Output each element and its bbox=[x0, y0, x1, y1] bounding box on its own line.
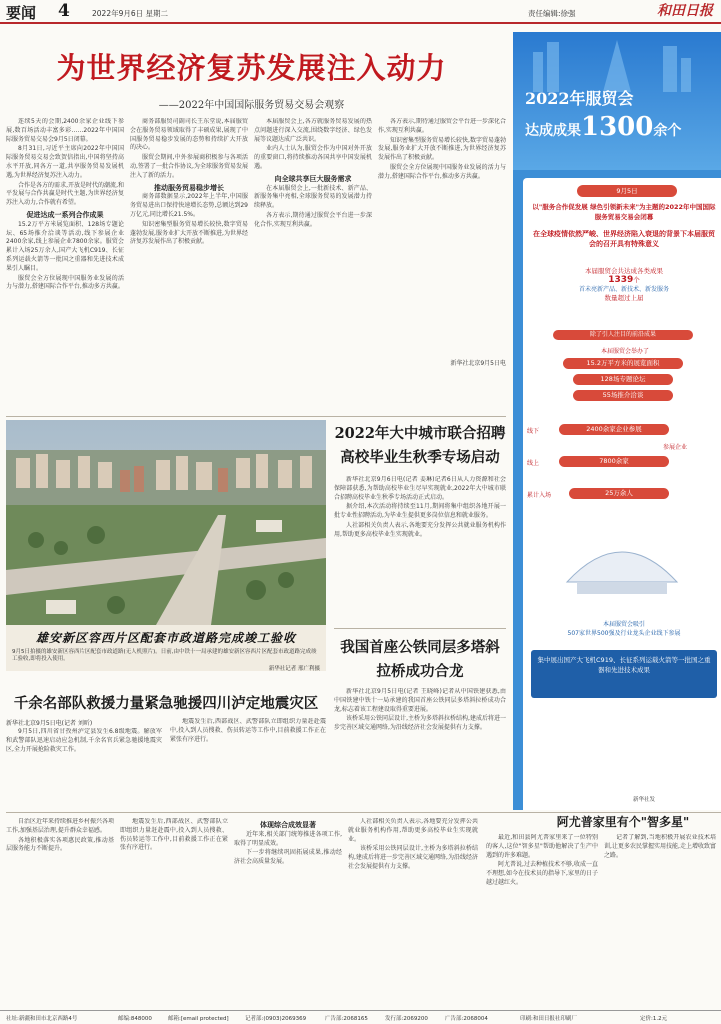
context-line: 在全球疫情依然严峻、世界经济陷入衰退的背景下本届服贸会的召开具有特殊意义 bbox=[533, 230, 715, 248]
stat-pill: 2400余家企业参展 bbox=[559, 424, 669, 435]
section-heading: 向全球共享巨大服务需求 bbox=[274, 174, 352, 183]
photo-credit: 新华社记者 邢广利摄 bbox=[268, 666, 320, 672]
paragraph: 新华社北京9月6日电(记者 姜琳)记者6日从人力资源和社会保障部获悉,为帮助高校毕业生尽早实现就业,2022年大中城市联合招聘高校毕业生秋季专场活动正式启动。 bbox=[334, 476, 506, 501]
paragraph: 服贸会全方位展现中国服务业发展的活力与潜力,搭建国际合作平台,推动多方共赢。 bbox=[6, 274, 124, 291]
rescue-byline: 新华社北京9月5日电(记者 刘昕) bbox=[6, 720, 93, 727]
footer-phone: 发行部:2069200 bbox=[385, 1016, 428, 1022]
aerial-city-image bbox=[6, 420, 326, 625]
paragraph: 服贸会全方位展现中国服务业发展的活力与潜力,搭建国际合作平台,推动多方共赢。 bbox=[378, 163, 506, 180]
stat-pill: 55场推介洽谈 bbox=[573, 390, 673, 401]
photo-caption bbox=[6, 625, 326, 671]
paragraph: 该桥采用公铁同层设计,主桥为多塔斜拉桥结构,建成后将进一步完善区域交通网络,为沿线经济社会发展提供有力支撑。 bbox=[334, 715, 506, 732]
highlight-box: 集中展出国产大飞机C919、长征系列运载火箭等一批国之重器和先进技术成果 bbox=[531, 650, 717, 698]
jobs-headline: 2022年大中城市联合招聘高校毕业生秋季专场启动 bbox=[334, 425, 506, 466]
editor-credit: 责任编辑:徐强 bbox=[528, 9, 576, 18]
paragraph: 15.2万平方米展览面积、128场专题论坛、65场推介洽谈等活动,线下参展企业2400余家,线上参展企业7800余家。服贸会累计入场25万余人,国产大飞机C919、长征系列运载火箭等一批国之重器和先进技术成果引人瞩目。 bbox=[6, 220, 124, 272]
paragraph: 服贸会期间,中外参展商积极参与各项活动,签署了一批合作协议,为全球服务贸易发展注入了新的活力。 bbox=[130, 154, 248, 179]
divider bbox=[334, 628, 506, 629]
pill-label: 累计入场 bbox=[527, 492, 552, 499]
paragraph: 地震发生后,西部战区、武警部队立即组织力量赶赴震中,投入到人员搜救、伤员转运等工作中,目前救援工作正在紧张有序进行。 bbox=[120, 818, 228, 852]
section-label: 要闻 bbox=[6, 4, 37, 22]
paragraph: 人社部相关负责人表示,各地要充分发挥公共就业服务机构作用,帮助更多高校毕业生实现就业。 bbox=[334, 521, 506, 538]
paragraph: 合作是各方的需求,开放是时代的潮流,和平发展与合作共赢是时代主题,为世界经济复苏注入动力,合作就有希望。 bbox=[6, 181, 124, 207]
paragraph: 下一步将继续巩固拓展成果,推动经济社会高质量发展。 bbox=[234, 849, 342, 866]
headline-unit: 余个 bbox=[653, 123, 682, 139]
paragraph: 商务部服贸司副司长王东堂说,本届服贸会在服务贸易领域取得了丰硕成果,展现了中国服务贸易稳步发展的态势和持续扩大开放的决心。 bbox=[130, 118, 248, 152]
page-number: 4 bbox=[58, 1, 70, 21]
paragraph: 地震发生后,西部战区、武警部队立即组织力量赶赴震中,投入到人员搜救、伤员转运等工作中,目前救援工作正在紧张有序进行。 bbox=[170, 718, 326, 743]
footer-phone: 记者部:(0903)2069369 bbox=[245, 1016, 307, 1022]
article-column-2 bbox=[130, 118, 248, 416]
stat-pill: 7800余家 bbox=[559, 456, 669, 467]
stat-pill: 25万余人 bbox=[569, 488, 669, 499]
paragraph: 阿尤普说,过去种植技术不够,收成一直不理想,如今在技术员的指导下,家里的日子越过越红火。 bbox=[486, 861, 598, 886]
feature-column-1 bbox=[486, 834, 598, 1006]
event-label: 本届服贸会举办了 bbox=[600, 348, 649, 355]
infographic-credit: 新华社发 bbox=[633, 797, 656, 803]
main-subtitle: ——2022年中国国际服务贸易交易会观察 bbox=[158, 100, 345, 111]
paragraph: 连续5天的会期,2400余家企业线下参展,数百场活动丰富多彩……2022年中国国际服务贸易交易会9月5日闭幕。 bbox=[6, 118, 124, 143]
paragraph: 在本届服贸会上,一批新技术、新产品、新服务集中亮相,全球服务贸易的发展潜力持续释放。 bbox=[254, 184, 372, 210]
results-label: 本届服贸会共达成各类成果 bbox=[585, 267, 663, 275]
newspaper-logo: 和田日报 bbox=[657, 3, 713, 19]
date-badge: 9月5日 bbox=[577, 185, 677, 197]
footer-price: 定价:1.2元 bbox=[640, 1016, 668, 1022]
bottom-column-3 bbox=[234, 818, 342, 1006]
article-column-1 bbox=[6, 118, 124, 416]
footer-email: 邮箱:[email protected] bbox=[168, 1016, 229, 1022]
stat-pill: 128场专题论坛 bbox=[573, 374, 673, 385]
paragraph: 新华社北京9月5日电(记者 王晓峰)记者从中国铁建获悉,由中国铁建中铁十一局承建的我国首座公铁同层多塔斜拉桥成功合龙,标志着该工程建设取得重要进展。 bbox=[334, 688, 506, 713]
results-note: 首未亮新产品、新技术、新发服务 bbox=[578, 286, 669, 293]
paragraph: 知识密集型服务贸易增长较快,数字贸易蓬勃发展,服务业扩大开放不断推进,为世界经济复苏发展作出了积极贡献。 bbox=[130, 220, 248, 246]
paragraph: 近年来,相关部门统筹推进各项工作,取得了明显成效。 bbox=[234, 830, 342, 847]
paragraph: 本届服贸会上,各方就服务贸易发展的热点问题进行深入交流,围绕数字经济、绿色发展等议题达成广泛共识。 bbox=[254, 118, 372, 143]
bottom-column-4 bbox=[348, 818, 478, 1006]
pill-label: 参展企业 bbox=[663, 444, 688, 451]
paragraph: 自治区近年来持续推进乡村振兴各项工作,加强基层治理,提升群众幸福感。 bbox=[6, 818, 114, 834]
stat-pill: 15.2万平方米的展览面积 bbox=[563, 358, 683, 369]
divider bbox=[6, 416, 506, 417]
footer-postcode: 邮编:848000 bbox=[118, 1016, 152, 1022]
photo-caption-text: 9月5日拍摄的雄安新区容西片区配套市政道路(无人机照片)。日前,由中铁十一局承建的雄安新区容西片区配套市政道路完成竣工验收,即将投入使用。 bbox=[12, 649, 317, 662]
feature-column-2 bbox=[604, 834, 716, 1006]
international-para: 阿联酋、瑞士等10个国家首次以国家名义设展,以国家或国际组织名义设展的企业数量比上届增加13个,整体国际化率达到20.8% bbox=[531, 716, 711, 744]
paragraph: 各地积极落实各项惠民政策,推动基层服务能力不断提升。 bbox=[6, 836, 114, 853]
paragraph: 业内人士认为,服贸会作为中国对外开放的重要窗口,将持续推动各国共享中国发展机遇。 bbox=[254, 145, 372, 170]
results-line bbox=[531, 267, 717, 303]
paragraph: 商务部数据显示,2022年上半年,中国服务贸易进出口保持快速增长态势,总额达到29万亿元,同比增长21.5%。 bbox=[130, 193, 248, 218]
theme-line: 以"服务合作促发展 绿色引领新未来"为主题的2022年中国国际服务贸易交易会闭幕 bbox=[532, 203, 716, 221]
section-heading: 促进达成一系列合作成果 bbox=[26, 210, 104, 219]
infographic bbox=[513, 32, 721, 810]
paragraph: 该桥采用公铁同层设计,主桥为多塔斜拉桥结构,建成后将进一步完善区域交通网络,为沿线经济社会发展提供有力支撑。 bbox=[348, 845, 478, 870]
headline-number: 1300 bbox=[581, 112, 654, 142]
divider bbox=[6, 812, 721, 813]
article-column-4 bbox=[378, 118, 506, 358]
paragraph: 8月31日,习近平主席向2022年中国国际服务贸易交易会致贺信指出,中国将坚持高水平开放,同各方一道,共享服务贸易发展机遇,为世界经济复苏注入动力。 bbox=[6, 145, 124, 179]
feature-headline: 阿尤普家里有个"智多星" bbox=[556, 815, 690, 829]
paragraph: 人社部相关负责人表示,各地要充分发挥公共就业服务机构作用,帮助更多高校毕业生实现就业。 bbox=[348, 818, 478, 843]
bottom-column-2 bbox=[120, 818, 228, 1006]
photo-caption-title: 雄安新区容西片区配套市政道路完成竣工验收 bbox=[35, 631, 296, 645]
pill-label: 线下 bbox=[527, 428, 540, 435]
paragraph: 最近,和田县阿尤普家里来了一位特别的客人,这位"智多星"帮助他解决了生产中遇到的许多难题。 bbox=[486, 834, 598, 859]
footer-phone: 广告部:2068165 bbox=[325, 1016, 368, 1022]
jobs-article bbox=[334, 476, 506, 624]
note-label: 本届服贸会吸引 bbox=[602, 621, 645, 628]
paragraph: 据介绍,本次活动将持续至11月,期间将集中组织各地开展一批专业性招聘活动,为毕业生提供更多岗位信息和就业服务。 bbox=[334, 503, 506, 520]
results-unit: 个 bbox=[633, 276, 640, 284]
pill-label: 线上 bbox=[527, 460, 540, 467]
bridge-headline: 我国首座公铁同层多塔斜拉桥成功合龙 bbox=[340, 639, 500, 680]
section-heading: 推动服务贸易稳步增长 bbox=[154, 183, 224, 192]
main-headline: 为世界经济复苏发展注入动力 bbox=[56, 51, 447, 85]
exhibition-hall-icon bbox=[557, 512, 687, 602]
note-text: 507家世界500强及行业龙头企业线下参展 bbox=[567, 630, 681, 637]
news-photo bbox=[6, 420, 326, 625]
paragraph: 记者了解到,当地积极开展农业技术培训,让更多农民掌握实用技能,走上增收致富之路。 bbox=[604, 834, 716, 859]
section-heading: 体现综合成效显著 bbox=[260, 821, 316, 829]
footer-address: 社址:新疆和田市北京西路4号 bbox=[6, 1016, 78, 1022]
infographic-headline bbox=[525, 112, 681, 142]
footer-printer: 印刷:和田日报社印刷厂 bbox=[520, 1016, 577, 1022]
article-byline: 新华社北京9月5日电 bbox=[450, 360, 506, 367]
infographic-year: 2022年服贸会 bbox=[525, 89, 634, 108]
page-footer bbox=[0, 1010, 721, 1024]
page-header bbox=[0, 0, 721, 24]
results-number: 1339 bbox=[608, 275, 634, 285]
paragraph: 9月5日,四川省甘孜州泸定县发生6.8级地震。解放军和武警部队迅速启动应急机制,千余名官兵紧急驰援地震灾区,全力开展抢险救灾工作。 bbox=[6, 728, 162, 753]
bottom-column-1 bbox=[6, 818, 114, 1006]
paragraph: 各方表示,期待通过服贸会平台进一步深化合作,实现互利共赢。 bbox=[378, 118, 506, 134]
bridge-article bbox=[334, 688, 506, 806]
paragraph: 各方表示,期待通过服贸会平台进一步深化合作,实现互利共赢。 bbox=[254, 211, 372, 228]
section-banner: 除了引人注目的前沿成果 bbox=[553, 330, 693, 340]
exhibitor-note bbox=[531, 620, 717, 638]
rescue-column-1 bbox=[6, 728, 162, 808]
headline-text: 达成成果 bbox=[525, 123, 581, 139]
paragraph: 知识密集型服务贸易增长较快,数字贸易蓬勃发展,服务业扩大开放不断推进,为世界经济复苏发展作出了积极贡献。 bbox=[378, 136, 506, 162]
rescue-column-2 bbox=[170, 718, 326, 808]
rescue-headline: 千余名部队救援力量紧急驰援四川泸定地震灾区 bbox=[13, 695, 319, 712]
footer-phone: 广告部:2068004 bbox=[445, 1016, 488, 1022]
issue-date: 2022年9月6日 星期二 bbox=[92, 9, 169, 18]
article-column-3 bbox=[254, 118, 372, 416]
results-note-2: 数量超过上届 bbox=[604, 294, 644, 302]
